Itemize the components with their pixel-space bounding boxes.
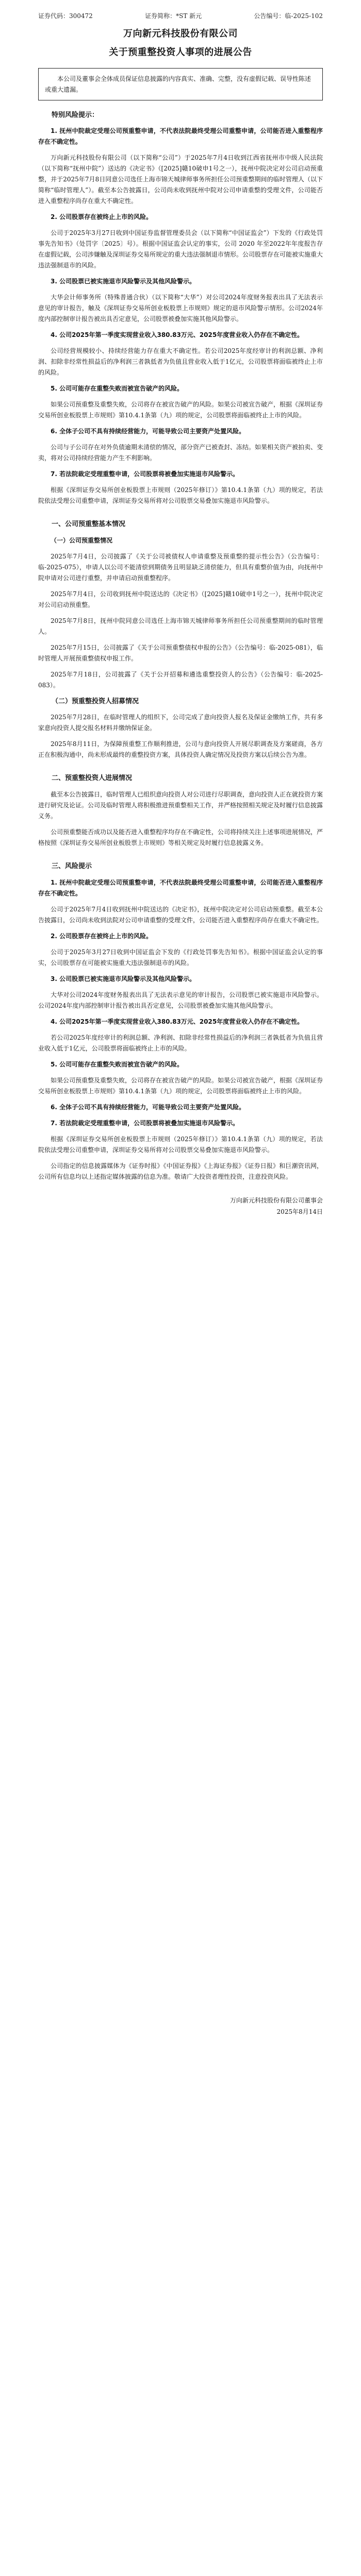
risk-item-4-text: 公司经营规模较小、持续经营能力存在重大不确定性。若公司2025年度经审计的利润总额、净利润、扣除非经常性损益后的净利润三者孰低者为负值且营业收入低于1亿元，公司股票将面临被终止上市的风险。	[38, 347, 323, 376]
risk-item-4-title: 4. 公司2025年第一季度实现营业收入380.83万元、2025年度营业收入仍存在不确定性。	[51, 331, 304, 338]
risk-item-7-text: 根据《深圳证券交易所创业板股票上市规则（2025年修订）》第10.4.1条第（九）项的规定，若法院依法受理公司重整申请，深圳证券交易所将对公司股票交易叠加实施退市风险警示。	[38, 486, 323, 504]
risk-reminder-text: 若公司2025年度经审计的利润总额、净利润、扣除非经常性损益后的净利润三者孰低者为负值且营业收入低于1亿元，公司股票将面临被终止上市的风险。	[38, 1034, 323, 1052]
announcement-header	[38, 11, 323, 21]
section-three-paragraph: 截至本公告披露日，临时管理人已组织意向投资人对公司进行尽职调查，意向投资人正在就投资方案进行研究及论证。公司及临时管理人将积极推进预重整相关工作，并严格按照相关规定及时履行信息披露义务。	[38, 791, 323, 820]
page-bottom-space	[38, 1217, 323, 1238]
section-two-title: （二）预重整投资人招募情况	[52, 698, 139, 705]
risk-item-3-title: 3. 公司股票已被实施退市风险警示及其他风险警示。	[51, 278, 196, 285]
section-one-paragraph: 2025年7月15日，公司披露了《关于公司预重整债权申报的公告》（公告编号：临-2025-081），临时管理人开展预重整债权申报工作。	[38, 644, 323, 662]
risk-item-2-title: 2. 公司股票存在被终止上市的风险。	[51, 213, 153, 221]
section-three-title: 二、预重整投资人进展情况	[52, 774, 133, 782]
stock-code: 证券代码：300472	[38, 12, 93, 20]
section-one-title: 一、公司预重整基本情况	[52, 520, 126, 528]
document-title: 关于预重整投资人事项的进展公告	[109, 47, 252, 58]
closing-paragraph: 公司指定的信息披露媒体为《证券时报》《中国证券报》《上海证券报》《证券日报》和巨潮资讯网，公司所有信息均以上述指定媒体披露的信息为准。敬请广大投资者理性投资，注意投资风险。	[38, 1162, 323, 1180]
disclosure-notice-text: 本公司及董事会全体成员保证信息披露的内容真实、准确、完整，没有虚假记载、误导性陈述或重大遗漏。	[45, 75, 311, 93]
risk-item-6-text: 公司与子公司存在对外负债逾期未清偿的情况，部分资产已被查封、冻结。如果相关资产被拍卖、变卖，将对公司持续经营能力产生不利影响。	[38, 444, 323, 462]
risk-item-3-text: 大华会计师事务所（特殊普通合伙）（以下简称“大华”）对公司2024年度财务报表出具了无法表示意见的审计报告，触及《深圳证券交易所创业板股票上市规则》规定的退市风险警示情形。公司2024年度内部控制审计报告被出具否定意见，公司股票被叠加实施其他风险警示。	[38, 294, 323, 323]
risk-reminder-title: 4. 公司2025年第一季度实现营业收入380.83万元、2025年度营业收入仍存在不确定性。	[51, 1018, 304, 1025]
section-one-paragraph: 2025年7月4日，公司披露了《关于公司被债权人申请重整及预重整的提示性公告》（公告编号：临-2025-075），申请人以公司不能清偿到期债务且明显缺乏清偿能力，但具有重整价值为由，向抚州中院申请对公司进行重整，并申请启动预重整程序。	[38, 553, 323, 582]
risk-item-1-title: 1. 抚州中院裁定受理公司预重整申请，不代表法院最终受理公司重整申请，公司能否进入重整程序存在不确定性。	[38, 127, 323, 145]
risk-reminder-title: 5. 公司可能存在重整失败而被宣告破产的风险。	[51, 1061, 184, 1068]
risk-item-7-title: 7. 若法院裁定受理重整申请，公司股票将被叠加实施退市风险警示。	[51, 470, 239, 478]
risk-reminder-text: 公司于2025年7月4日收到抚州中院送达的《决定书》，抚州中院决定对公司启动预重整。截至本公告披露日，公司尚未收到法院对公司申请重整的受理文件，公司能否进入重整程序尚存在重大不确定性。	[38, 906, 323, 924]
risk-item-2-text: 公司于2025年3月27日收到中国证券监督管理委员会（以下简称“中国证监会”）下发的《行政处罚事先告知书》（处罚字〔2025〕号）。根据中国证监会认定的事实，公司 2020 年至2022年年度报告存在虚假记载，公司涉嫌触及深圳证券交易所规定的重大违法强制退市情形。公司股票存在可能被实施重大违法强制退市的风险。	[38, 229, 323, 269]
risk-reminder-title: 2. 公司股票存在被终止上市的风险。	[51, 933, 153, 940]
risk-reminder-title: 3. 公司股票已被实施退市风险警示及其他风险警示。	[51, 975, 196, 982]
risk-item-5-title: 5. 公司可能存在重整失败而被宣告破产的风险。	[51, 385, 184, 392]
signature-block	[38, 1195, 323, 1217]
section-three-paragraph: 公司预重整能否成功以及能否进入重整程序均存在不确定性，公司将持续关注上述事项进展情况，严格按照《深圳证券交易所创业板股票上市规则》等相关规定及时履行信息披露义务。	[38, 828, 323, 846]
section-four-title: 三、风险提示	[52, 862, 92, 870]
signature-company: 万向新元科技股份有限公司董事会	[229, 1197, 323, 1204]
section-one-paragraph: 2025年7月18日，公司披露了《关于公开招募和遴选重整投资人的公告》（公告编号：临-2025-083）。	[38, 671, 323, 689]
risk-item-6-title: 6. 全体子公司不具有持续经营能力，可能导致公司主要资产处置风险。	[51, 428, 245, 435]
section-one-paragraph: 2025年7月4日，公司收到抚州中院送达的《决定书》（[2025]赣10破申1号之一），抚州中院决定对公司启动预重整。	[38, 590, 323, 608]
risk-reminder-text: 大华对公司2024年度财务报表出具了无法表示意见的审计报告，公司股票已被实施退市风险警示。公司2024年度内部控制审计报告被出具否定意见，公司股票被叠加实施其他风险警示。	[38, 991, 323, 1009]
risk-reminder-title: 1. 抚州中院裁定受理公司预重整申请，不代表法院最终受理公司重整申请，公司能否进入重整程序存在不确定性。	[38, 879, 323, 897]
risk-reminder-text: 公司于2025年3月27日收到中国证监会下发的《行政处罚事先告知书》。根据中国证监会认定的事实，公司股票存在可能被实施重大违法强制退市的风险。	[38, 948, 323, 967]
risk-items	[38, 126, 323, 506]
section-two-paragraph: 2025年8月11日，为保障预重整工作顺利推进，公司与意向投资人开展尽职调查及方案磋商，各方正在积极沟通中，尚未形成最终的重整投资方案，具体投资人确定情况及投资方案以后续公告为准。	[38, 740, 323, 758]
announcement-number: 公告编号：临-2025-102	[254, 12, 323, 20]
section-one-paragraph: 2025年7月8日，抚州中院同意公司选任上海市锦天城律师事务所担任公司预重整期间的临时管理人。	[38, 617, 323, 635]
risk-reminder-text: 如果公司预重整及重整失败，公司将存在被宣告破产的风险。如果公司被宣告破产，根据《深圳证券交易所创业板股票上市规则》第10.4.1条第（九）项的规定，公司股票将面临被终止上市的风险。	[38, 1077, 323, 1095]
risk-reminder-title: 7. 若法院裁定受理重整申请，公司股票将被叠加实施退市风险警示。	[51, 1120, 239, 1127]
risk-item-5-text: 如果公司预重整及重整失败，公司将存在被宣告破产的风险。如果公司被宣告破产，根据《深圳证券交易所创业板股票上市规则》第10.4.1条第（九）项的规定，公司股票将面临被终止上市的风险。	[38, 401, 323, 419]
risk-reminder-title: 6. 全体子公司不具有持续经营能力，可能导致公司主要资产处置风险。	[51, 1104, 245, 1111]
disclosure-notice-box	[38, 68, 323, 100]
signature-date: 2025年8月14日	[276, 1208, 323, 1215]
risk-heading: 特别风险提示：	[52, 111, 99, 119]
section-one-subtitle: （一）公司预重整情况	[51, 537, 113, 544]
risk-reminder-text: 根据《深圳证券交易所创业板股票上市规则（2025年修订）》第10.4.1条第（九）项的规定，若法院依法受理公司重整申请，深圳证券交易所将对公司股票交易叠加实施退市风险警示。	[38, 1136, 323, 1154]
risk-item-1-text: 万向新元科技股份有限公司（以下简称“公司”）于2025年7月4日收到江西省抚州市中级人民法院（以下简称“抚州中院”）送达的《决定书》（[2025]赣10破申1号之一），抚州中院决定对公司启动预重整，并于2025年7月8日同意公司选任上海市锦天城律师事务所担任公司预重整期间的临时管理人（以下简称“临时管理人”）。截至本公告披露日，公司尚未收到抚州中院对公司申请重整的受理文件，公司能否进入重整程序尚存在重大不确定性。	[38, 154, 323, 205]
stock-name: 证券简称：*ST 新元	[145, 12, 202, 20]
section-two-paragraph: 2025年7月28日，在临时管理人的组织下，公司完成了意向投资人报名及保证金缴纳工作，共有多家意向投资人提交报名材料并缴纳保证金。	[38, 714, 323, 732]
company-title: 万向新元科技股份有限公司	[123, 28, 238, 39]
